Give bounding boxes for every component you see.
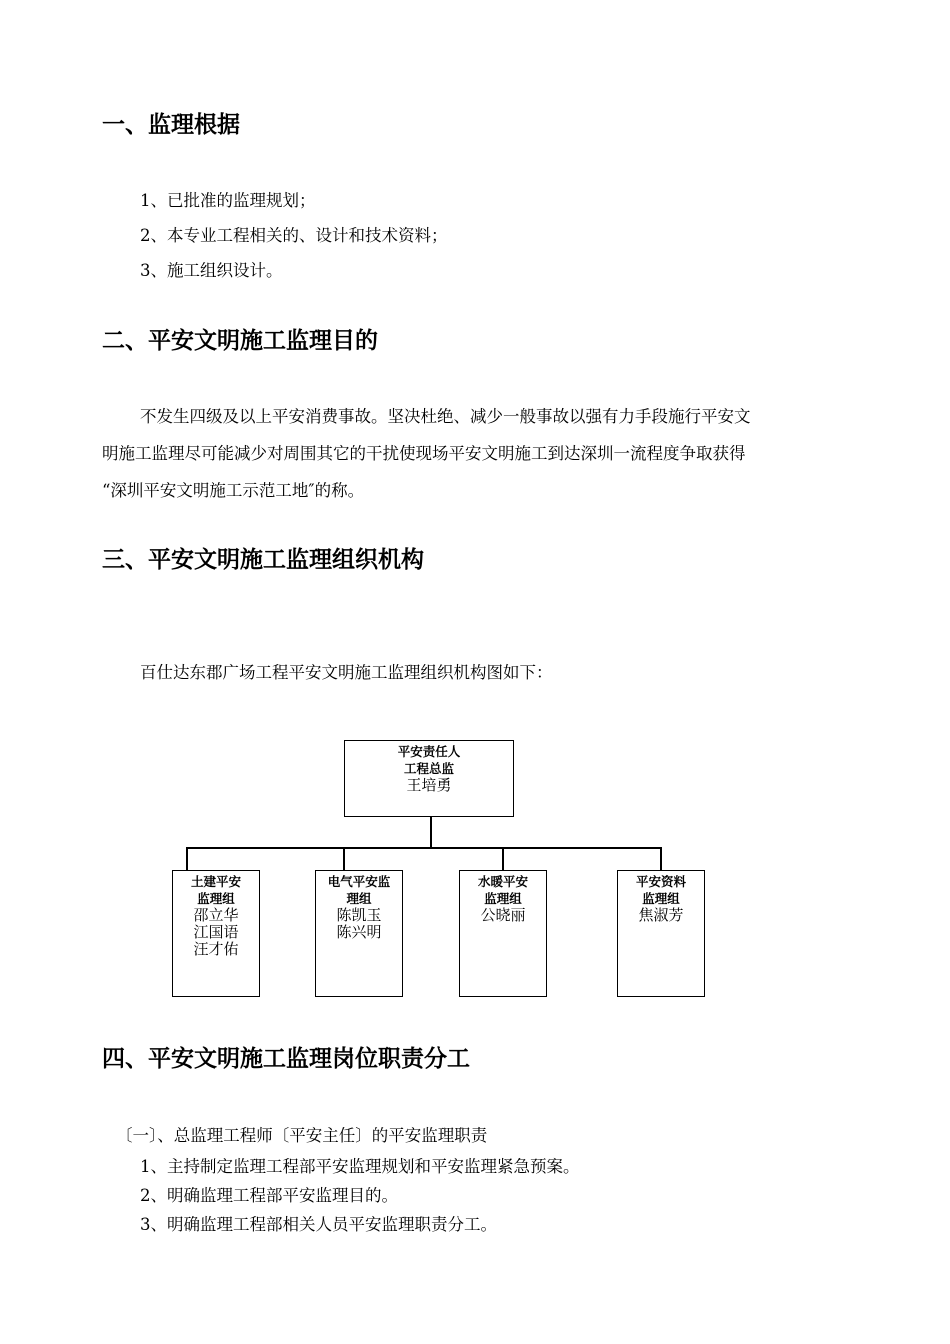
- org-chart-intro: 百仕达东郡广场工程平安文明施工监理组织机构图如下：: [140, 663, 553, 682]
- org-top-box: [344, 740, 514, 817]
- basis-item-2: 2、本专业工程相关的、设计和技术资料；: [140, 226, 448, 245]
- section-heading-basis: 一、监理根据: [102, 112, 240, 138]
- connector-drop-4: [660, 847, 662, 871]
- connector-drop-1: [186, 847, 188, 871]
- connector-drop-3: [502, 847, 504, 871]
- purpose-paragraph: [102, 398, 862, 509]
- org-group-box-electrical: [315, 870, 403, 997]
- group-2-title-2: 理组: [346, 891, 372, 906]
- group-4-name-1: 焦淑芳: [638, 906, 684, 924]
- connector-drop-2: [343, 847, 345, 871]
- basis-item-3: 3、施工组织设计。: [140, 261, 283, 280]
- section-heading-duties: 四、平安文明施工监理岗位职责分工: [102, 1046, 470, 1072]
- group-2-title-1: 电气平安监: [327, 874, 391, 889]
- duties-subheading: 〔一〕、总监理工程师〔平安主任〕的平安监理职责: [116, 1126, 488, 1145]
- duties-item-3: 3、明确监理工程部相关人员平安监理职责分工。: [140, 1215, 497, 1234]
- group-1-title-1: 土建平安: [190, 874, 241, 889]
- org-group-box-plumbing: [459, 870, 547, 997]
- connector-vertical-top: [430, 816, 432, 848]
- group-2-name-2: 陈兴明: [336, 923, 382, 941]
- section-heading-organization: 三、平安文明施工监理组织机构: [102, 547, 424, 573]
- group-1-name-1: 邵立华: [193, 906, 239, 924]
- purpose-line-1: 不发生四级及以上平安消费事故。坚决杜绝、减少一般事故以强有力手段施行平安文: [140, 407, 751, 426]
- connector-horizontal: [186, 847, 662, 849]
- purpose-line-3: “深圳平安文明施工示范工地″的称。: [102, 481, 365, 500]
- purpose-line-2: 明施工监理尽可能减少对周围其它的干扰使现场平安文明施工到达深圳一流程度争取获得: [102, 444, 746, 463]
- group-3-title-1: 水暖平安: [477, 874, 528, 889]
- org-group-box-documents: [617, 870, 705, 997]
- duties-item-1: 1、主持制定监理工程部平安监理规划和平安监理紧急预案。: [140, 1157, 580, 1176]
- duties-item-2: 2、明确监理工程部平安监理目的。: [140, 1186, 398, 1205]
- group-1-name-2: 江国语: [193, 923, 239, 941]
- basis-item-1: 1、已批准的监理规划；: [140, 191, 316, 210]
- group-4-title-1: 平安资料: [635, 874, 686, 889]
- group-1-name-3: 汪才佑: [193, 940, 239, 958]
- org-top-name: 王培勇: [406, 776, 452, 794]
- group-3-name-1: 公晓丽: [480, 906, 526, 924]
- org-top-title-2: 工程总监: [403, 761, 454, 776]
- org-group-box-civil: [172, 870, 260, 997]
- group-1-title-2: 监理组: [197, 891, 235, 906]
- group-4-title-2: 监理组: [642, 891, 680, 906]
- group-3-title-2: 监理组: [484, 891, 522, 906]
- org-top-title-1: 平安责任人: [397, 744, 461, 759]
- section-heading-purpose: 二、平安文明施工监理目的: [102, 328, 378, 354]
- group-2-name-1: 陈凯玉: [336, 906, 382, 924]
